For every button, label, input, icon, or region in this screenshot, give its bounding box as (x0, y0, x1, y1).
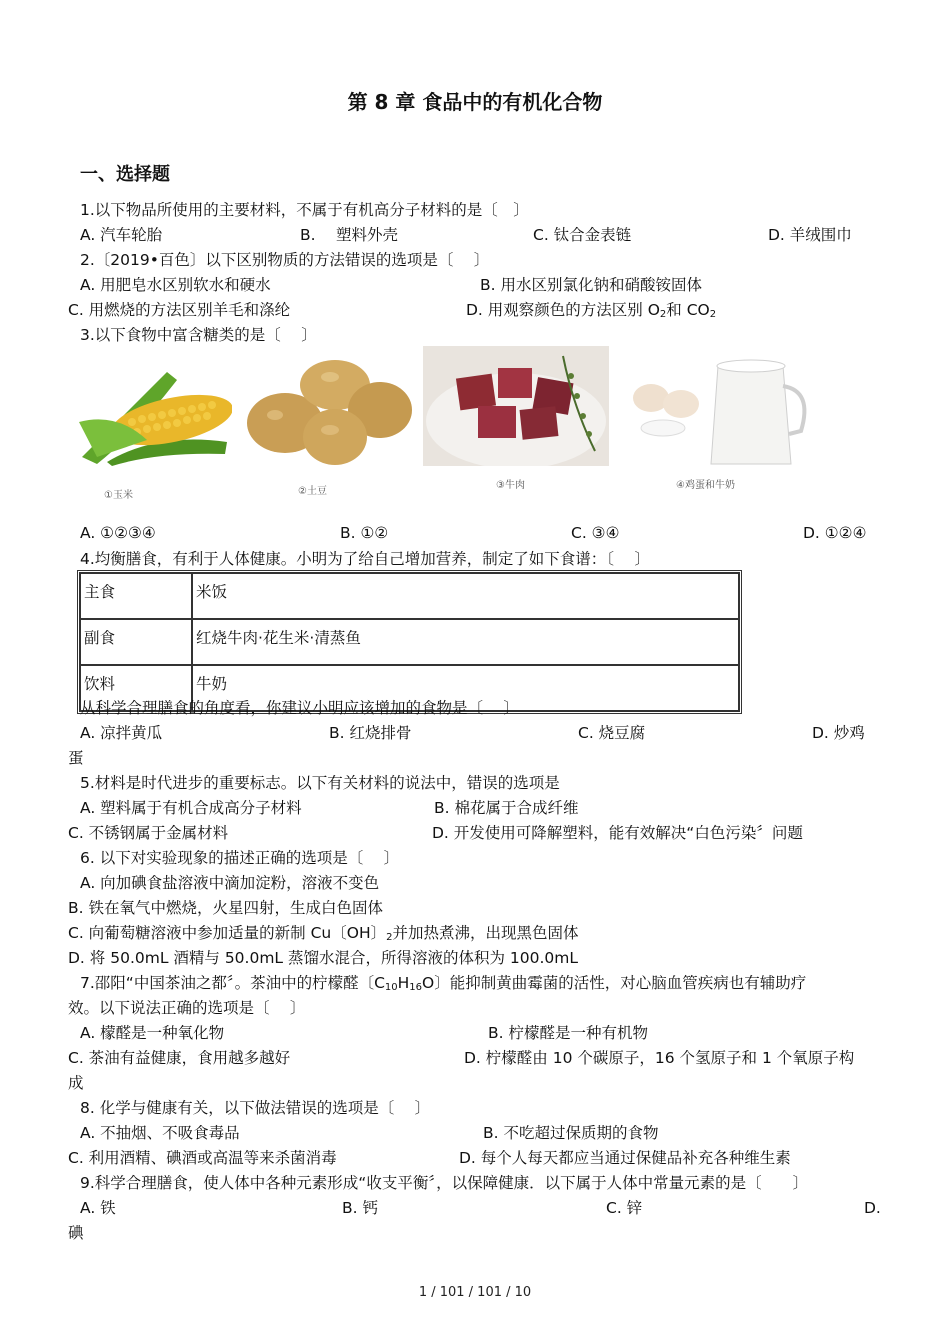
q3-option-c: C. ③④ (571, 524, 620, 542)
potato-caption: ②土豆 (298, 486, 327, 497)
q4-option-d-cont: 蛋 (68, 749, 84, 767)
table-cell-value: 红烧牛肉·花生米·清蒸鱼 (192, 619, 739, 665)
q5-stem: 5.材料是时代进步的重要标志。以下有关材料的说法中，错误的选项是 (80, 774, 560, 792)
q7-stem-cont: 效。以下说法正确的选项是〔 〕 (68, 999, 306, 1017)
table-cell-key: 饮料 (80, 665, 192, 711)
q3-option-a: A. ①②③④ (80, 524, 156, 542)
q4-follow: 从科学合理膳食的角度看，你建议小明应该增加的食物是〔 〕 (80, 699, 519, 717)
q1-stem: 1.以下物品所使用的主要材料，不属于有机高分子材料的是〔 〕 (80, 201, 529, 219)
q1-option-a: A. 汽车轮胎 (80, 226, 163, 244)
q6-stem: 6. 以下对实验现象的描述正确的选项是〔 〕 (80, 849, 400, 867)
table-cell-key: 副食 (80, 619, 192, 665)
q7-option-b: B. 柠檬醛是一种有机物 (488, 1024, 648, 1042)
q6-option-c: C. 向葡萄糖溶液中参加适量的新制 Cu〔OH〕$_2$并加热煮沸，出现黑色固体 (68, 924, 579, 943)
q5-option-c: C. 不锈钢属于金属材料 (68, 824, 229, 842)
q1-option-d: D. 羊绒围巾 (768, 226, 852, 244)
q9-option-c: C. 锌 (606, 1199, 643, 1217)
q9-option-a: A. 铁 (80, 1199, 116, 1217)
q5-option-a: A. 塑料属于有机合成高分子材料 (80, 799, 302, 817)
q2-option-d: D. 用观察颜色的方法区别 $O_2$和 $CO_2$ (466, 301, 717, 320)
table-row (80, 619, 739, 665)
q6-option-d: D. 将 50.0mL 酒精与 50.0mL 蒸馏水混合，所得溶液的体积为 100.0mL (68, 949, 579, 967)
q4-option-b: B. 红烧排骨 (329, 724, 412, 742)
q5-option-b: B. 棉花属于合成纤维 (434, 799, 579, 817)
q9-option-d-cont: 碘 (68, 1224, 84, 1242)
corn-caption: ①玉米 (104, 490, 133, 501)
q8-option-a: A. 不抽烟、不吸食毒品 (80, 1124, 240, 1142)
q4-option-c: C. 烧豆腐 (578, 724, 646, 742)
q2-stem: 2.〔2019•百色〕以下区别物质的方法错误的选项是〔 〕 (80, 251, 490, 269)
q8-option-c: C. 利用酒精、碘酒或高温等来杀菌消毒 (68, 1149, 337, 1167)
q4-option-d: D. 炒鸡 (812, 724, 865, 742)
table-cell-value: 米饭 (192, 573, 739, 619)
table-cell-value: 牛奶 (192, 665, 739, 711)
eggs-milk-image (623, 346, 815, 470)
q9-option-d: D. (864, 1199, 881, 1217)
beef-image (423, 346, 609, 466)
beef-caption: ③牛肉 (496, 480, 525, 491)
q4-option-a: A. 凉拌黄瓜 (80, 724, 163, 742)
table-row (80, 573, 739, 619)
q3-option-b: B. ①② (340, 524, 389, 542)
recipe-table (77, 570, 742, 714)
q8-option-d: D. 每个人每天都应当通过保健品补充各种维生素 (459, 1149, 791, 1167)
q2-option-c: C. 用燃烧的方法区别羊毛和涤纶 (68, 301, 291, 319)
q7-option-c: C. 茶油有益健康，食用越多越好 (68, 1049, 291, 1067)
q1-option-b: B. 塑料外壳 (300, 226, 398, 244)
q4-stem: 4.均衡膳食，有利于人体健康。小明为了给自己增加营养，制定了如下食谱：〔 〕 (80, 550, 650, 568)
q2-option-a: A. 用肥皂水区别软水和硬水 (80, 276, 271, 294)
q7-option-d-cont: 成 (68, 1074, 84, 1092)
q1-option-c: C. 钛合金表链 (533, 226, 632, 244)
table-cell-key: 主食 (80, 573, 192, 619)
q7-option-d: D. 柠檬醛由 10 个碳原子，16 个氢原子和 1 个氧原子构 (464, 1049, 855, 1067)
q3-stem: 3.以下食物中富含糖类的是〔 〕 (80, 326, 317, 344)
q2-option-b: B. 用水区别氯化钠和硝酸铵固体 (480, 276, 702, 294)
q7-stem: 7.邵阳“中国茶油之都〞。茶油中的柠檬醛〔$C_{10}H_{16}O$〕能抑制黄曲霉菌的活性，对心脑血管疾病也有辅助疗 (80, 974, 807, 993)
q6-option-a: A. 向加碘食盐溶液中滴加淀粉，溶液不变色 (80, 874, 380, 892)
q3-option-d: D. ①②④ (803, 524, 867, 542)
q5-option-d: D. 开发使用可降解塑料，能有效解决“白色污染〞问题 (432, 824, 803, 842)
q8-stem: 8. 化学与健康有关，以下做法错误的选项是〔 〕 (80, 1099, 431, 1117)
section-heading: 一、选择题 (80, 164, 170, 185)
page-number: 1 / 101 / 101 / 10 (418, 1285, 532, 1300)
q9-option-b: B. 钙 (342, 1199, 378, 1217)
q6-option-b: B. 铁在氧气中燃烧，火星四射，生成白色固体 (68, 899, 383, 917)
q7-option-a: A. 檬醛是一种氧化物 (80, 1024, 225, 1042)
q8-option-b: B. 不吃超过保质期的食物 (483, 1124, 659, 1142)
q9-stem: 9.科学合理膳食，使人体中各种元素形成“收支平衡〞，以保障健康．以下属于人体中常量元素的是〔 〕 (80, 1174, 809, 1192)
chapter-title: 第 8 章 食品中的有机化合物 (347, 90, 603, 114)
potato-image (240, 355, 415, 470)
eggs-milk-caption: ④鸡蛋和牛奶 (676, 480, 735, 491)
corn-image (77, 362, 232, 467)
